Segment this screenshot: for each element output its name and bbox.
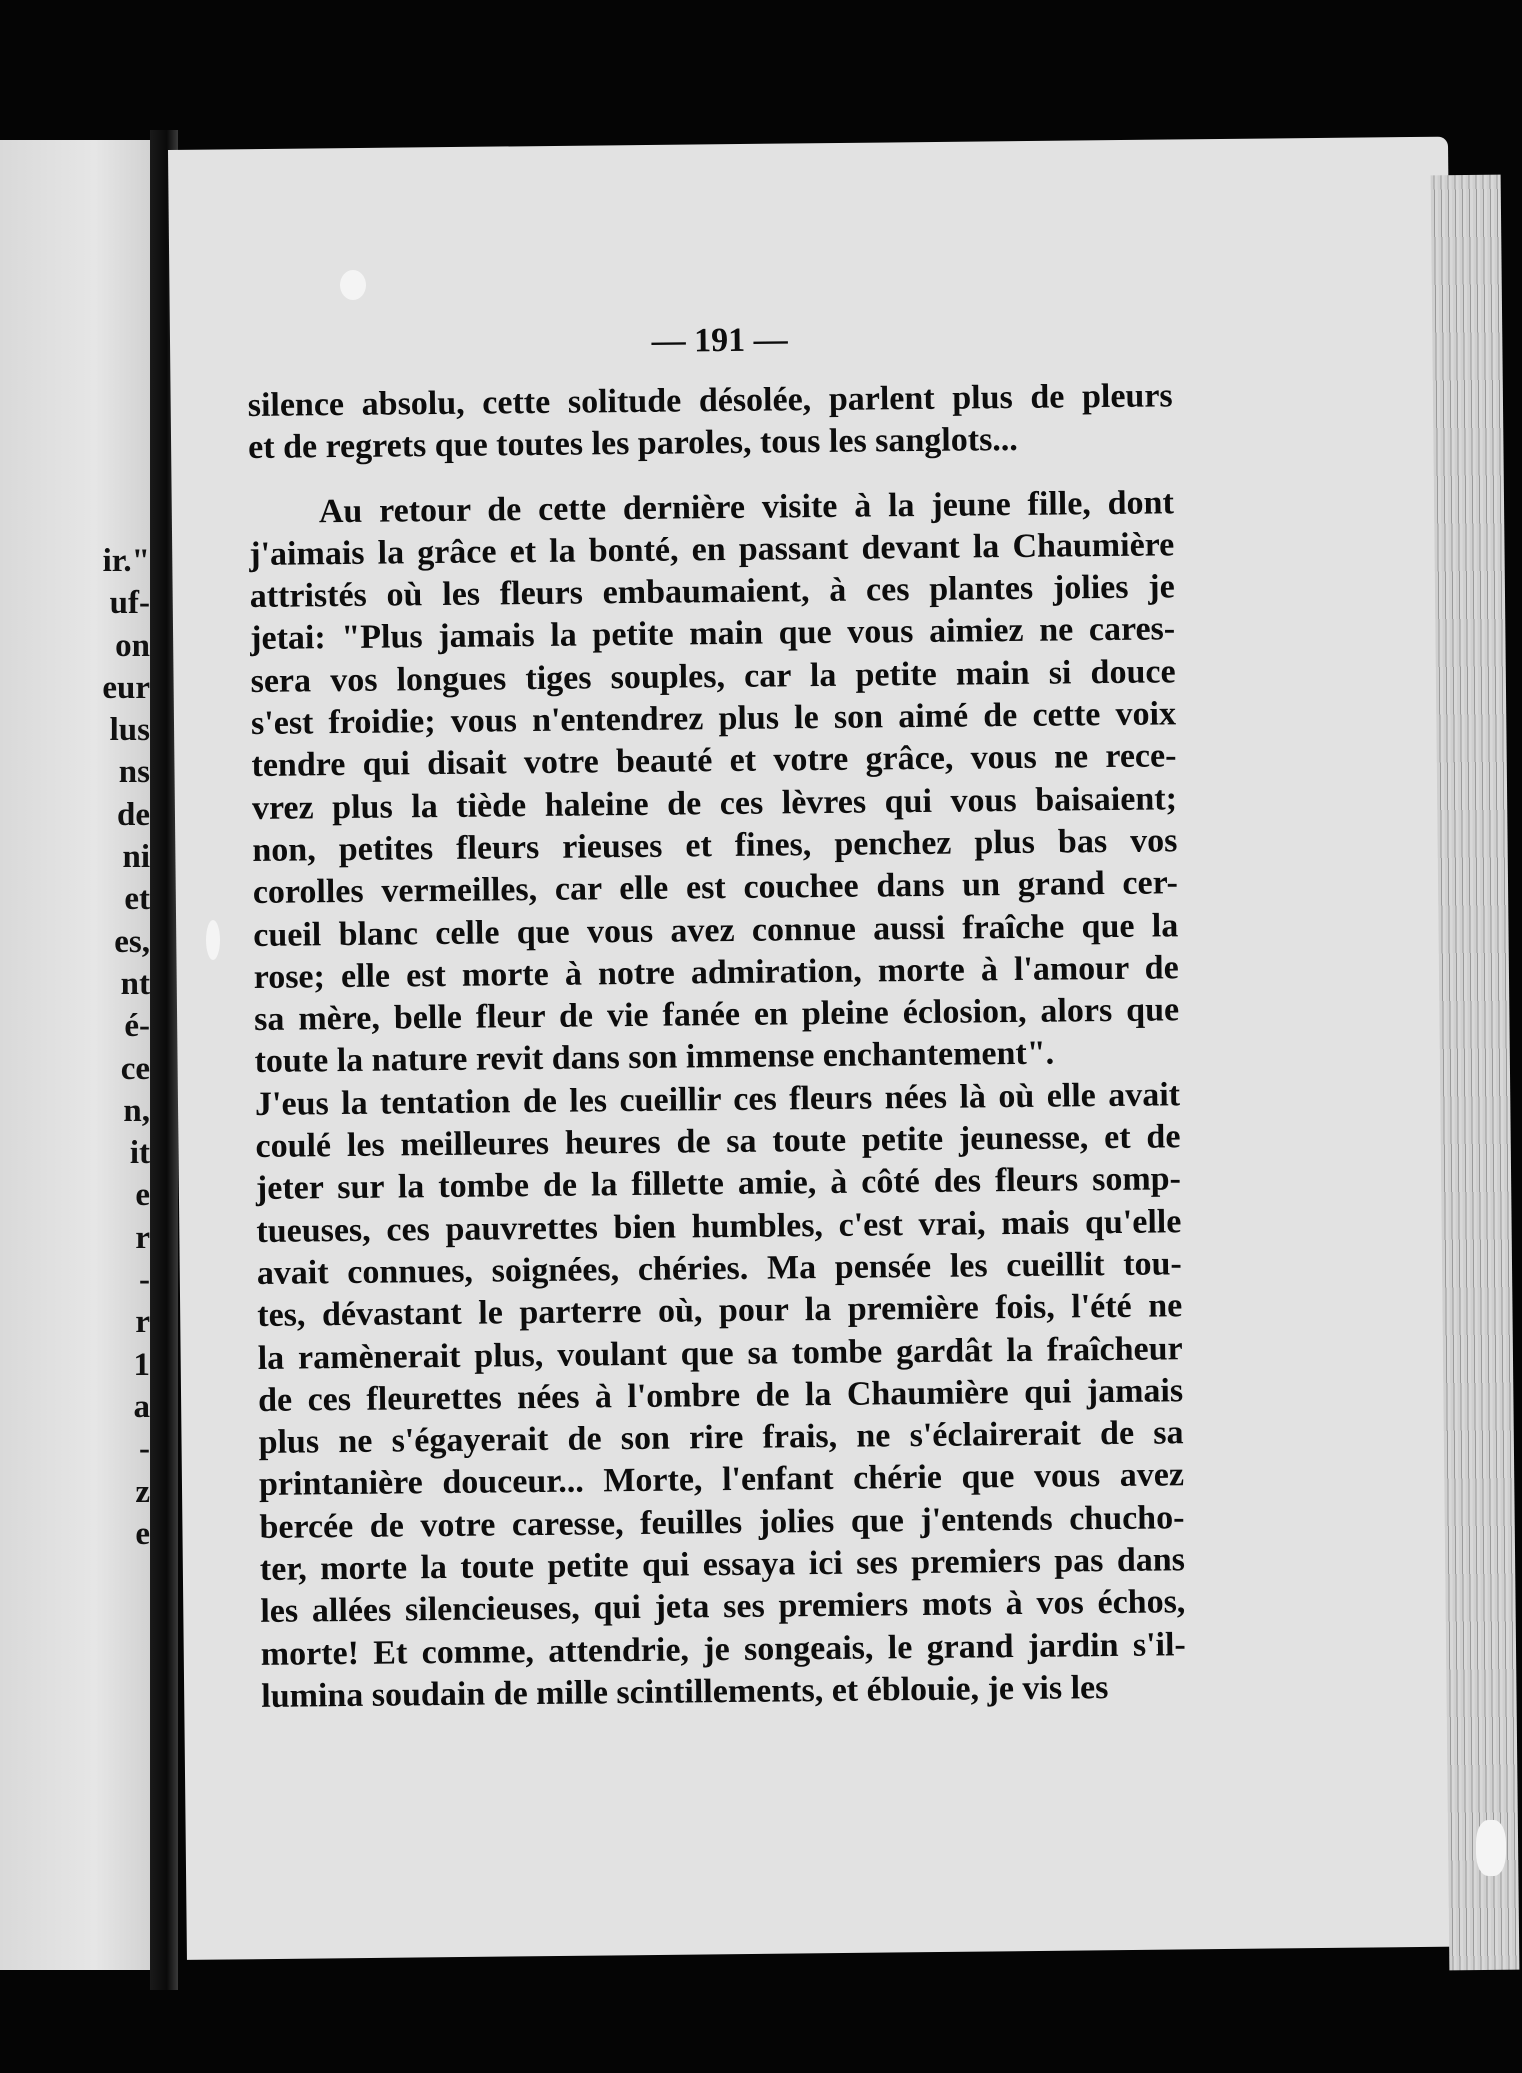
text-line: j'aimais la grâce et la bonté, en passant devant la Chaumière [249,526,1175,573]
text-line: tueuses, ces pauvrettes bien humbles, c'est vrai, mais qu'elle [256,1202,1182,1250]
text-line: silence absolu, cette solitude désolée, parlent plus de pleurs [247,377,1173,424]
text-line: corolles vermeilles, car elle est couchee dans un grand cer- [252,864,1178,912]
text-line: tendre qui disait votre beauté et votre grâce, vous ne rece- [251,737,1177,785]
text-line: tes, dévastant le parterre où, pour la première fois, l'été ne [257,1287,1183,1335]
left-page-fragment: uf- [109,585,150,622]
text-line: vrez plus la tiède haleine de ces lèvres qui vous baisaient; [251,779,1178,827]
text-line: printanière douceur... Morte, l'enfant chérie que vous avez [258,1456,1185,1504]
left-page-fragment: e [135,1515,150,1552]
text-line: attristés où les fleurs embaumaient, à ces plantes jolies je [249,568,1175,616]
text-line: de ces fleurettes nées à l'ombre de la Chaumière qui jamais [257,1372,1184,1419]
left-page-fragment: eur [102,669,150,706]
scan-speck [206,920,220,960]
text-line: la ramènerait plus, voulant que sa tombe gardât la fraîcheur [257,1329,1183,1377]
left-page-text-fragments [50,540,150,1555]
text-line: rose; elle est morte à notre admiration, morte à l'amour de [253,949,1179,996]
text-line: lumina soudain de mille scintillements, et éblouie, je vis les [261,1668,1109,1715]
text-line: toute la nature revit dans son immense enchantement". [254,1035,1055,1081]
text-line: Au retour de cette dernière visite à la jeune fille, dont [318,483,1174,530]
text-line: J'eus la tentation de les cueillir ces fleurs nées là où elle avait [254,1076,1181,1123]
text-line: non, petites fleurs rieuses et fines, penchez plus bas vos [252,822,1178,869]
text-line: cueil blanc celle que vous avez connue aussi fraîche que la [253,906,1179,954]
left-page-fragment: r [135,1304,150,1341]
text-line: sera vos longues tiges souples, car la petite main si douce [250,653,1176,700]
text-line: avait connues, soignées, chéries. Ma pensée les cueillit tou- [256,1245,1182,1292]
left-page-fragment: ir." [102,543,150,579]
paragraphs [248,375,1187,1718]
left-page-fragment: ni [122,839,150,876]
left-page-fragment: a [133,1388,150,1425]
left-page-fragment: es, [114,923,150,960]
page-number: — 191 — [651,321,788,360]
text-line: sa mère, belle fleur de vie fanée en pleine éclosion, alors que [253,991,1180,1039]
text-line: bercée de votre caresse, feuilles jolies que j'entends chucho- [259,1498,1185,1546]
left-page-fragment: e [135,1177,150,1214]
left-page-fragment: - [139,1262,150,1299]
text-line: les allées silencieuses, qui jeta ses premiers mots à vos échos, [260,1583,1186,1631]
scan-speck [340,270,366,300]
left-page-fragment: - [139,1431,150,1468]
text-line: jeter sur la tombe de la fillette amie, à côté des fleurs somp- [255,1160,1182,1208]
text-line: morte! Et comme, attendrie, je songeais, le grand jardin s'il- [260,1625,1186,1673]
left-page-fragment: it [129,1135,150,1172]
left-page-fragment: lus [109,712,150,749]
left-page-fragment: on [115,627,150,664]
left-page-fragment: de [117,796,150,833]
scan-speck [1476,1820,1506,1876]
left-page-fragment: ce [120,1050,150,1087]
left-page-fragment: 1 [133,1346,150,1383]
left-page-fragment: nt [120,965,150,1002]
left-page-fragment: r [135,1219,150,1256]
text-line: plus ne s'égayerait de son rire frais, ne s'éclairerait de sa [258,1414,1184,1462]
text-line: jetai: "Plus jamais la petite main que vous aimiez ne cares- [249,610,1176,658]
text-line: ter, morte la toute petite qui essaya ici ses premiers pas dans [259,1541,1186,1588]
page-body [247,321,1186,1718]
left-page-fragment: n, [123,1092,150,1129]
text-line: s'est froidie; vous n'entendrez plus le son aimé de cette voix [250,695,1177,743]
left-page-fragment: é- [124,1008,150,1045]
left-page-fragment: ns [118,754,150,791]
text-line: coulé les meilleures heures de sa toute petite jeunesse, et de [255,1118,1181,1166]
left-page-fragment: z [135,1473,150,1510]
left-page-fragment: et [124,881,150,918]
text-line: et de regrets que toutes les paroles, tous les sanglots... [247,421,1019,467]
